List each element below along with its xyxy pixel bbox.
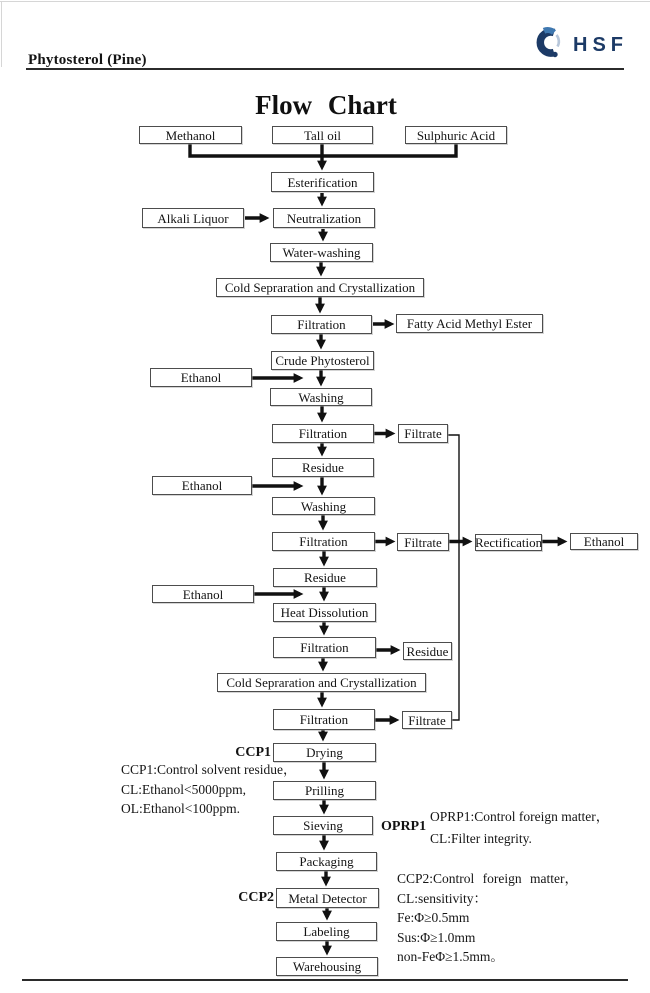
node-warehousing: Warehousing bbox=[276, 957, 378, 976]
node-cold-separation-2: Cold Sepraration and Crystallization bbox=[217, 673, 426, 692]
node-methanol: Methanol bbox=[139, 126, 242, 144]
node-metal-detector: Metal Detector bbox=[276, 888, 379, 908]
ccp1-annotation bbox=[121, 760, 297, 819]
page-title: Phytosterol (Pine) bbox=[28, 52, 147, 68]
node-packaging: Packaging bbox=[276, 852, 377, 871]
node-residue-1: Residue bbox=[272, 458, 374, 477]
node-cold-separation-1: Cold Sepraration and Crystallization bbox=[216, 278, 424, 297]
page-edge-top bbox=[0, 1, 650, 2]
page-edge-left bbox=[1, 1, 2, 67]
node-filtrate-2: Filtrate bbox=[397, 533, 449, 551]
ccp1-label: CCP1 bbox=[235, 745, 271, 760]
oprp1-annotation-line: CL:Filter integrity. bbox=[430, 830, 532, 846]
node-esterification: Esterification bbox=[271, 172, 374, 192]
node-water-washing: Water-washing bbox=[270, 243, 373, 262]
node-ethanol-3: Ethanol bbox=[152, 585, 254, 603]
ccp2-annotation-line: Sus:Φ≥1.0mm bbox=[397, 929, 476, 945]
node-washing-1: Washing bbox=[270, 388, 372, 406]
oprp1-label: OPRP1 bbox=[381, 819, 427, 834]
node-filtration-2: Filtration bbox=[272, 424, 374, 443]
node-filtrate-1: Filtrate bbox=[398, 424, 448, 443]
ccp1-annotation-line: CL:Ethanol<5000ppm, bbox=[121, 781, 246, 797]
footer-rule bbox=[22, 979, 628, 981]
node-tall-oil: Tall oil bbox=[272, 126, 373, 144]
node-rectification: Rectification bbox=[474, 535, 543, 550]
node-heat-dissolution: Heat Dissolution bbox=[273, 603, 376, 622]
node-filtration-5: Filtration bbox=[273, 709, 375, 730]
node-filtration-4: Filtration bbox=[273, 637, 376, 658]
node-sulphuric-acid: Sulphuric Acid bbox=[405, 126, 507, 144]
node-alkali-liquor: Alkali Liquor bbox=[142, 208, 244, 228]
node-prilling: Prilling bbox=[273, 781, 376, 800]
ccp2-annotation-line: CL:sensitivity： bbox=[397, 890, 488, 906]
flow-chart-title: Flow Chart bbox=[255, 90, 397, 120]
node-fatty-acid-methyl-ester: Fatty Acid Methyl Ester bbox=[396, 314, 543, 333]
merge-line bbox=[188, 144, 457, 156]
hsf-logo bbox=[531, 26, 631, 60]
node-neutralization: Neutralization bbox=[273, 208, 375, 228]
node-washing-2: Washing bbox=[272, 497, 375, 515]
hsf-logo-icon bbox=[531, 26, 563, 60]
filtrate-recycle-line bbox=[448, 435, 459, 720]
ccp2-annotation-line: non-FeΦ≥1.5mm。 bbox=[397, 949, 504, 965]
ccp2-annotation bbox=[397, 869, 578, 967]
ccp2-label: CCP2 bbox=[238, 890, 274, 905]
oprp1-annotation-line: OPRP1:Control foreign matter， bbox=[430, 809, 610, 824]
node-filtration-3: Filtration bbox=[272, 532, 375, 551]
node-labeling: Labeling bbox=[276, 922, 377, 941]
header-rule bbox=[26, 68, 624, 70]
node-residue-2: Residue bbox=[273, 568, 377, 587]
node-residue-out: Residue bbox=[403, 642, 452, 660]
hsf-logo-text: HSF bbox=[573, 33, 628, 56]
node-crude-phytosterol: Crude Phytosterol bbox=[271, 351, 374, 370]
ccp1-annotation-line: OL:Ethanol<100ppm. bbox=[121, 801, 240, 817]
node-ethanol-out: Ethanol bbox=[570, 533, 638, 550]
node-ethanol-2: Ethanol bbox=[152, 476, 252, 495]
node-drying: Drying bbox=[273, 743, 376, 762]
node-sieving: Sieving bbox=[273, 816, 373, 835]
oprp1-annotation bbox=[430, 806, 609, 849]
ccp2-annotation-line: Fe:Φ≥0.5mm bbox=[397, 910, 470, 926]
node-filtration-1: Filtration bbox=[271, 315, 372, 334]
node-ethanol-1: Ethanol bbox=[150, 368, 252, 387]
node-filtrate-3: Filtrate bbox=[402, 711, 452, 729]
ccp2-annotation-line: CCP2:Control foreign matter， bbox=[397, 871, 578, 886]
ccp1-annotation-line: CCP1:Control solvent residue， bbox=[121, 762, 297, 777]
